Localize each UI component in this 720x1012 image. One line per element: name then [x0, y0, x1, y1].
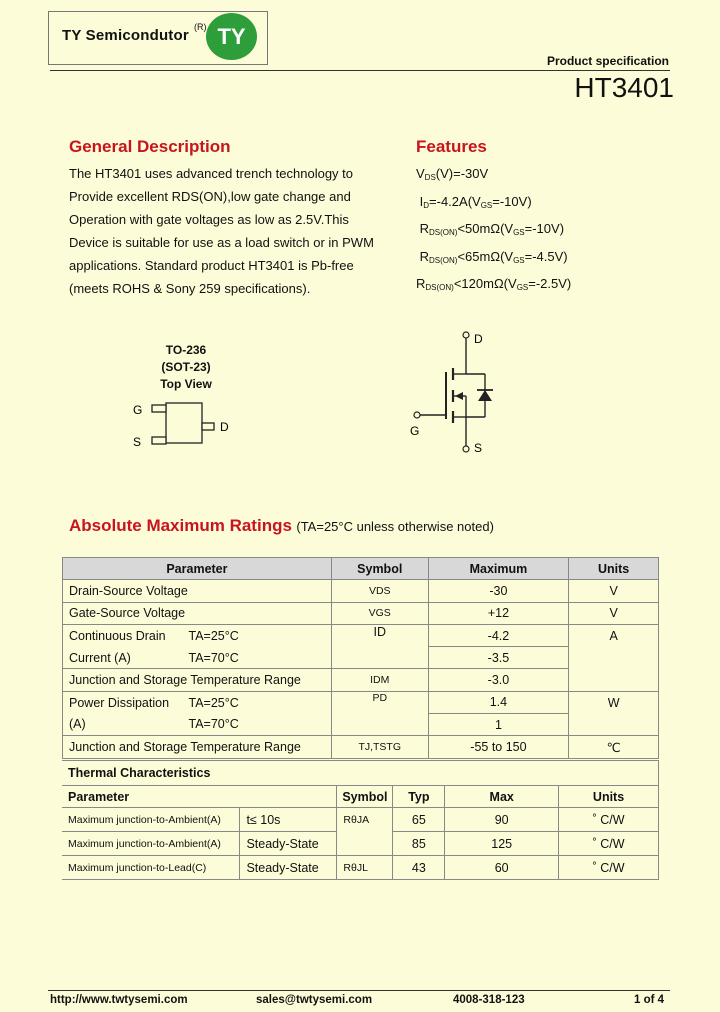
registered-mark: (R) [194, 22, 207, 32]
footer-page: 1 of 4 [634, 994, 665, 1006]
thermal-title-row [62, 761, 659, 786]
features-list [416, 162, 571, 300]
desc-line: (meets ROHS & Sony 259 specifications). [69, 281, 311, 296]
ratings-note: (TA=25°C unless otherwise noted) [296, 519, 494, 534]
table-row: Current (A) TA=70°C -3.5 [63, 647, 659, 669]
feature-item: $V_{DS}(V)=-30V$ [416, 166, 489, 182]
feature-item: $R_{DS(ON)}<50m\Omega(V_{GS}=-10V)$ [419, 221, 565, 237]
header-divider [50, 70, 670, 71]
table-row: Maximum junction-to-Lead(C) Steady-State RθJL 43 60 ˚ C/W [62, 856, 659, 880]
table-row: (A) TA=70°C 1 [63, 714, 659, 736]
gate-label: G [410, 424, 420, 438]
absolute-max-ratings-table [62, 557, 659, 759]
col-header: Parameter [63, 558, 332, 580]
feature-item: $R_{DS(ON)}<65m\Omega(V_{GS}=-4.5V)$ [419, 248, 568, 265]
package-title: TO-236 (SOT-23) Top View [160, 343, 212, 391]
col-header: Maximum [428, 558, 569, 580]
desc-line: Device is suitable for use as a load switch or in PWM [69, 235, 374, 250]
ty-logo: TY [206, 13, 257, 60]
footer-phone: 4008-318-123 [453, 994, 525, 1006]
table-row: Junction and Storage Temperature Range IDM -3.0 [63, 669, 659, 691]
col-header: Symbol [331, 558, 428, 580]
table-row: Gate-Source Voltage VGS +12 V [63, 602, 659, 624]
desc-line: Operation with gate voltages as low as 2.5V.This [69, 212, 349, 227]
pin-d-label: D [220, 420, 229, 434]
desc-line: Provide excellent RDS(ON),low gate change and [69, 189, 351, 204]
table-row: Maximum junction-to-Ambient(A) Steady-State 85 125 ˚ C/W [62, 832, 659, 856]
table-header-row [63, 558, 659, 580]
general-description-title: General Description [69, 137, 231, 156]
footer-url[interactable]: http://www.twtysemi.com [50, 994, 188, 1006]
features-title: Features [416, 137, 487, 156]
company-name: TY Semicondutor [62, 27, 189, 44]
thermal-header-row: Parameter Symbol Typ Max Units [62, 786, 659, 808]
pin-s-label: S [133, 435, 142, 449]
mosfet-schematic [405, 327, 525, 457]
part-number: HT3401 [574, 72, 674, 103]
ratings-heading [69, 516, 494, 536]
thermal-characteristics-table [62, 760, 659, 880]
table-row: Continuous Drain TA=25°C ID -4.2 A [63, 624, 659, 646]
pin-g-label: G [133, 403, 143, 417]
ratings-title: Absolute Maximum Ratings [69, 516, 292, 535]
general-description-text [69, 162, 389, 300]
footer-divider [48, 990, 670, 991]
desc-line: applications. Standard product HT3401 is Pb-free [69, 258, 354, 273]
drain-label: D [474, 332, 483, 346]
desc-line: The HT3401 uses advanced trench technology to [69, 166, 354, 181]
table-row: Maximum junction-to-Ambient(A) t≤ 10s RθJA 65 90 ˚ C/W [62, 808, 659, 832]
footer-email[interactable]: sales@twtysemi.com [256, 994, 373, 1006]
product-spec-label: Product specification [546, 54, 669, 68]
table-row: Junction and Storage Temperature Range TJ,TSTG -55 to 150 ℃ [63, 736, 659, 758]
source-label: S [474, 441, 483, 455]
feature-item: $R_{DS(ON)}<120m\Omega(V_{GS}=-2.5V)$ [416, 276, 572, 292]
feature-item: $I_D=-4.2A(V_{GS}=-10V)$ [419, 193, 532, 210]
sot23-package-diagram [125, 395, 235, 455]
col-header: Units [569, 558, 659, 580]
table-row: Drain-Source Voltage VDS -30 V [63, 580, 659, 602]
table-row: Power Dissipation TA=25°C PD 1.4 W [63, 691, 659, 713]
thermal-title: Thermal Characteristics [62, 761, 659, 786]
